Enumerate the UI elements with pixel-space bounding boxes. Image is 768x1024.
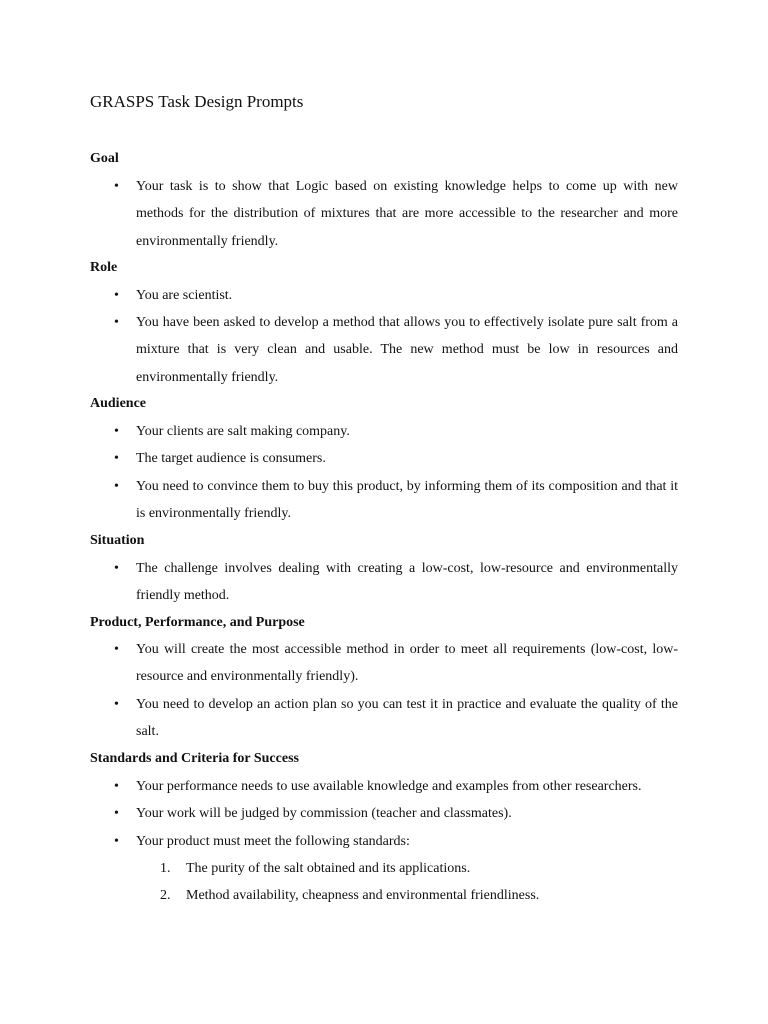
situation-item-1: The challenge involves dealing with creating a low-cost, low-resource and environmentally friendly method. (136, 561, 678, 604)
role-item-2: You have been asked to develop a method that allows you to effectively isolate pure salt from a mixture that is very clean and usable. The new method must be low in resources and environmentally friendly. (136, 315, 678, 385)
bullet-icon: • (114, 315, 119, 330)
numbered-item-marker: 1. (160, 861, 171, 876)
audience-item-2: The target audience is consumers. (136, 451, 326, 466)
product-item-1: You will create the most accessible method in order to meet all requirements (low-cost, low-resource and environmentally friendly). (136, 642, 678, 685)
section-heading-role: Role (90, 260, 118, 275)
goal-item-1: Your task is to show that Logic based on existing knowledge helps to come up with new methods for the distribution of mixtures that are more accessible to the researcher and more environmentally friendly. (136, 179, 678, 249)
standards-item-1: Your performance needs to use available knowledge and examples from other researchers. (136, 779, 642, 794)
standards-item-3: Your product must meet the following standards: (136, 834, 410, 849)
bullet-icon: • (114, 179, 119, 194)
numbered-item-text: The purity of the salt obtained and its applications. (186, 861, 471, 876)
numbered-item-marker: 2. (160, 888, 171, 903)
bullet-icon: • (114, 806, 119, 821)
section-heading-product: Product, Performance, and Purpose (90, 615, 305, 630)
bullet-icon: • (114, 288, 119, 303)
section-heading-situation: Situation (90, 533, 145, 548)
bullet-icon: • (114, 451, 119, 466)
bullet-icon: • (114, 561, 119, 576)
section-heading-standards: Standards and Criteria for Success (90, 751, 299, 766)
audience-item-1: Your clients are salt making company. (136, 424, 350, 439)
section-heading-audience: Audience (90, 396, 146, 411)
section-heading-goal: Goal (90, 151, 119, 166)
product-item-2: You need to develop an action plan so you can test it in practice and evaluate the quality of the salt. (136, 697, 678, 740)
standards-item-2: Your work will be judged by commission (teacher and classmates). (136, 806, 512, 821)
bullet-icon: • (114, 642, 119, 657)
bullet-icon: • (114, 834, 119, 849)
numbered-item-text: Method availability, cheapness and environmental friendliness. (186, 888, 540, 903)
document-title: GRASPS Task Design Prompts (90, 92, 304, 111)
audience-item-3: You need to convince them to buy this product, by informing them of its composition and that it is environmentally friendly. (136, 479, 678, 522)
bullet-icon: • (114, 424, 119, 439)
role-item-1: You are scientist. (136, 288, 233, 303)
bullet-icon: • (114, 697, 119, 712)
bullet-icon: • (114, 479, 119, 494)
bullet-icon: • (114, 779, 119, 794)
